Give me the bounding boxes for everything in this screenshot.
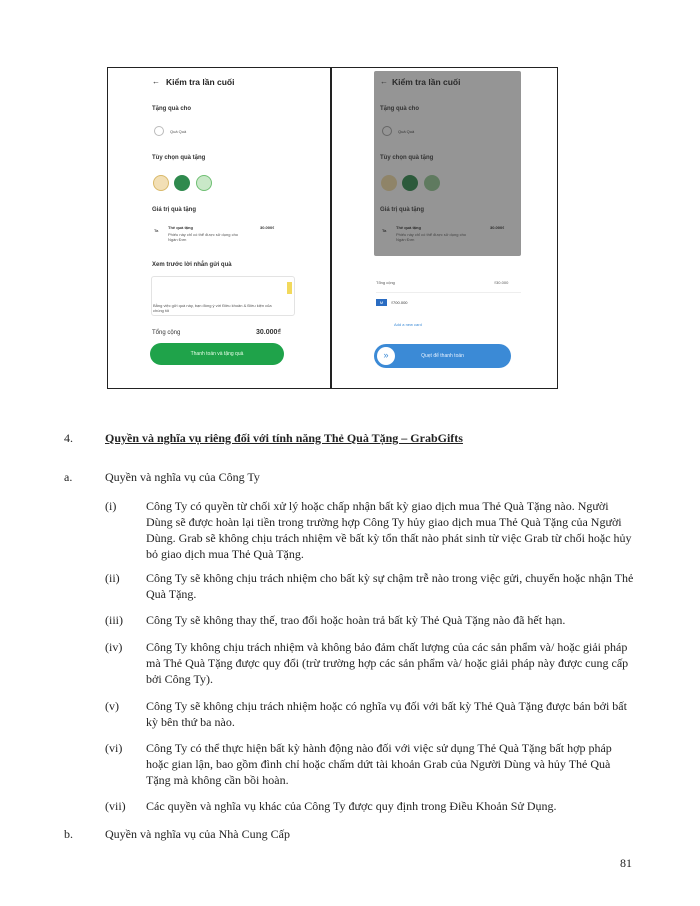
sub-a-title: Quyền và nghĩa vụ của Công Ty xyxy=(105,470,260,484)
gift-card-amount: 30.000₫ xyxy=(260,225,275,230)
gift-card-name-dimmed: Thẻ quà tặng xyxy=(396,225,421,230)
page-number: 81 xyxy=(620,856,632,870)
item-iv-text: Công Ty không chịu trách nhiệm và không bảo đảm chất lượng của các sản phẩm và/ hoặc giải pháp mà Thẻ Quà Tặng được quy đổi (trừ trường hợp các sản phẩm và/ hoặc giải pháp này được cung cấp bởi Công Ty). xyxy=(146,640,629,686)
item-vi-text: Công Ty có thể thực hiện bất kỳ hành động nào đối với việc sử dụng Thẻ Quà Tặng bất hợp pháp hoặc gian lận, bao gồm đình chỉ hoặc chấm dứt tài khoản Grab của Người Dùng và hủy Thẻ Quà Tặng mà không cần bồi hoàn. xyxy=(146,741,612,787)
sheet-total-label: Tổng cộng xyxy=(376,280,395,285)
gift-option-1-icon[interactable] xyxy=(153,175,169,191)
gift-options-label: Tùy chọn quà tặng xyxy=(152,155,206,161)
sub-b-label: b. xyxy=(64,827,73,841)
gift-card-icon: Ta xyxy=(154,228,159,233)
back-arrow-icon[interactable]: ← xyxy=(152,77,160,86)
message-accent-bar xyxy=(287,282,292,294)
item-i-number: (i) xyxy=(105,499,117,513)
item-ii-text: Công Ty sẽ không chịu trách nhiệm cho bất kỳ sự chậm trễ nào trong việc gửi, chuyển hoặc nhận Thẻ Quà Tặng. xyxy=(146,571,634,601)
swipe-button-label: Quẹt để thanh toán xyxy=(421,353,464,359)
section-number: 4. xyxy=(64,431,73,445)
sub-b-title: Quyền và nghĩa vụ của Nhà Cung Cấp xyxy=(105,827,290,841)
message-preview-label: Xem trước lời nhắn gửi quà xyxy=(152,262,232,268)
gift-option-3-icon[interactable] xyxy=(196,175,212,191)
message-terms-note: Bằng việc gửi quà này, bạn đồng ý với Điều khoản & Điều kiện của chúng tôi xyxy=(153,303,272,313)
item-vi-number: (vi) xyxy=(105,741,123,755)
swipe-to-pay-button[interactable] xyxy=(374,344,511,368)
message-preview-box[interactable] xyxy=(151,276,295,316)
item-iii-text: Công Ty sẽ không thay thế, trao đổi hoặc hoàn trả bất kỳ Thẻ Quà Tặng nào đã hết hạn. xyxy=(146,613,566,627)
gift-option-2-icon[interactable] xyxy=(174,175,190,191)
gift-card-note: Phiếu này chỉ có thể được sử dụng cho Ngàn Đơn xyxy=(168,232,239,242)
gift-to-label-dimmed: Tặng quà cho xyxy=(380,106,419,112)
recipient-name-dimmed: Quả Quả xyxy=(398,129,415,134)
back-arrow-icon-dimmed: ← xyxy=(380,77,388,86)
item-vii-number: (vii) xyxy=(105,799,126,813)
gift-option-1-icon-dimmed xyxy=(381,175,397,191)
gift-card-icon-dimmed: Ta xyxy=(382,228,387,233)
item-v-text: Công Ty sẽ không chịu trách nhiệm hoặc có nghĩa vụ đối với bất kỳ Thẻ Quà Tặng được bán bởi bất kỳ bên thứ ba nào. xyxy=(146,699,627,729)
payment-amount[interactable]: ₫700.000 xyxy=(391,300,408,305)
sheet-total-value: ₫30.000 xyxy=(494,280,509,285)
item-v-number: (v) xyxy=(105,699,119,713)
item-iv-number: (iv) xyxy=(105,640,123,654)
gift-options-label-dimmed: Tùy chọn quà tặng xyxy=(380,155,434,161)
gift-value-label-dimmed: Giá trị quà tặng xyxy=(380,207,425,213)
recipient-name: Quả Quả xyxy=(170,129,187,134)
right-screen xyxy=(332,68,557,388)
item-iii-number: (iii) xyxy=(105,613,123,627)
payment-card-icon: M xyxy=(376,299,387,306)
sheet-divider xyxy=(376,292,521,293)
gift-card-name: Thẻ quà tặng xyxy=(168,225,193,230)
recipient-avatar-icon xyxy=(154,126,164,136)
gift-card-amount-dimmed: 30.000₫ xyxy=(490,225,505,230)
pay-and-gift-button[interactable]: Thanh toán và tặng quà xyxy=(150,343,284,365)
screenshot-figure xyxy=(107,67,558,389)
total-label: Tổng cộng xyxy=(152,330,181,336)
item-vii-text: Các quyền và nghĩa vụ khác của Công Ty được quy định trong Điều Khoản Sử Dụng. xyxy=(146,799,557,813)
gift-to-label: Tặng quà cho xyxy=(152,106,191,112)
screen-title-dimmed: Kiểm tra lần cuối xyxy=(392,77,461,87)
gift-card-note-dimmed: Phiếu này chỉ có thể được sử dụng cho Ngàn Đơn xyxy=(396,232,467,242)
recipient-avatar-icon-dimmed xyxy=(382,126,392,136)
screen-title: Kiểm tra lần cuối xyxy=(166,77,235,87)
sub-a-label: a. xyxy=(64,470,73,484)
item-ii-number: (ii) xyxy=(105,571,120,585)
gift-option-3-icon-dimmed xyxy=(424,175,440,191)
left-screen xyxy=(108,68,330,388)
swipe-handle-icon[interactable]: » xyxy=(377,347,395,365)
section-title: Quyền và nghĩa vụ riêng đối với tính năng Thẻ Quà Tặng – GrabGifts xyxy=(105,431,463,445)
total-value: 30.000₫ xyxy=(256,329,282,336)
item-i-text: Công Ty có quyền từ chối xử lý hoặc chấp nhận bất kỳ giao dịch mua Thẻ Quà Tặng nào. Người Dùng sẽ được hoàn lại tiền trong trường hợp Công Ty hủy giao dịch mua Thẻ Quà Tặng của Người Dùng. Grab sẽ không chịu trách nhiệm về bất kỳ tổn thất nào phát sinh từ việc Grab từ chối hoặc hủy bỏ giao dịch mua Thẻ Quà Tặng. xyxy=(146,499,632,561)
gift-option-2-icon-dimmed xyxy=(402,175,418,191)
gift-value-label: Giá trị quà tặng xyxy=(152,207,197,213)
add-card-link[interactable]: Add a new card xyxy=(394,322,422,327)
